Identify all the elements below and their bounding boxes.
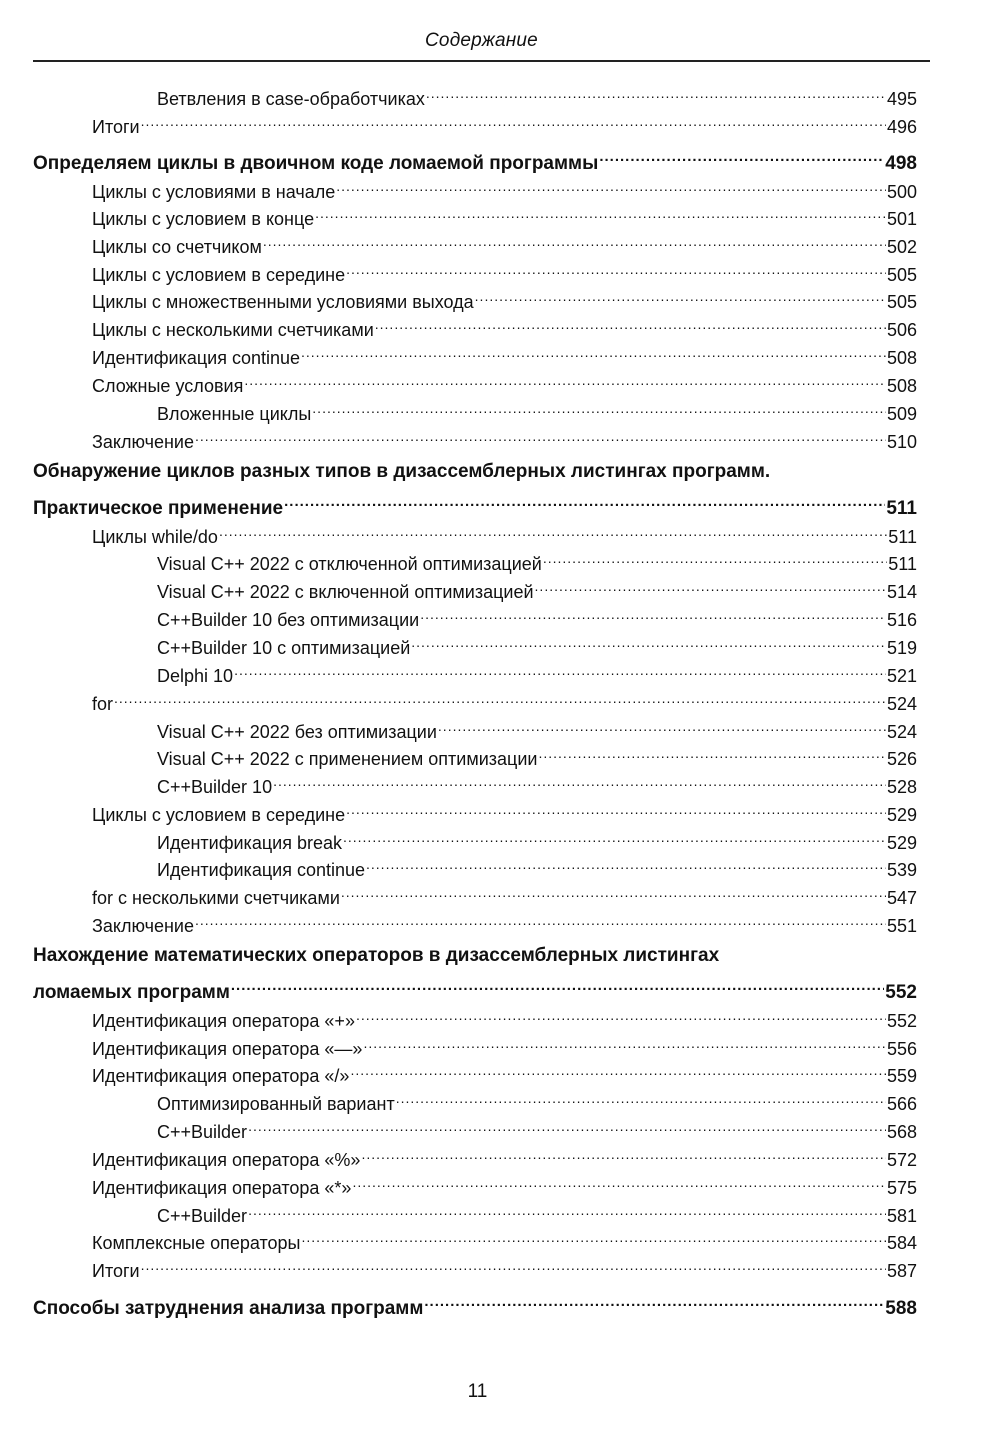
toc-entry-page-number: 559 — [886, 1066, 917, 1086]
toc-section-entry[interactable] — [157, 1114, 917, 1144]
dot-leader — [248, 1198, 886, 1222]
toc-section-entry[interactable] — [92, 797, 917, 827]
toc-entry-page-number: 505 — [886, 265, 917, 285]
toc-entry-page-number: 506 — [886, 320, 917, 340]
toc-entry-title: Visual C++ 2022 с включенной оптимизацией — [157, 582, 534, 602]
toc-section-entry[interactable] — [92, 284, 917, 314]
toc-entry-page-number: 510 — [886, 432, 917, 452]
toc-entry-title: Итоги — [92, 117, 140, 137]
dot-leader — [538, 741, 885, 765]
toc-entry-page-number: 584 — [886, 1233, 917, 1253]
toc-entry-title: C++Builder — [157, 1206, 248, 1226]
toc-entry-page-number: 505 — [886, 292, 917, 312]
toc-entry-page-number: 508 — [886, 376, 917, 396]
toc-section-entry[interactable] — [92, 229, 917, 259]
dot-leader — [346, 257, 886, 281]
dot-leader — [424, 1290, 884, 1314]
toc-entry-page-number: 575 — [886, 1178, 917, 1198]
dot-leader — [396, 1086, 886, 1110]
toc-section-entry[interactable] — [157, 1086, 917, 1116]
toc-entry-page-number: 511 — [886, 498, 917, 519]
toc-entry-title: Идентификация оператора «—» — [92, 1039, 363, 1059]
toc-entry-title: Способы затруднения анализа программ — [33, 1298, 424, 1319]
toc-section-entry[interactable] — [157, 658, 917, 688]
dot-leader — [219, 519, 887, 543]
toc-section-entry[interactable] — [92, 1058, 917, 1088]
dot-leader — [361, 1142, 886, 1166]
toc-entry-title: Заключение — [92, 916, 194, 936]
toc-entry-title: Идентификация оператора «*» — [92, 1178, 352, 1198]
toc-chapter-title-line: Обнаружение циклов разных типов в дизассемблерных листингах программ. — [33, 461, 771, 482]
toc-entry-title: Visual C++ 2022 с применением оптимизации — [157, 749, 538, 769]
toc-entry-title: Циклы с множественными условиями выхода — [92, 292, 474, 312]
toc-entry-page-number: 521 — [886, 666, 917, 686]
toc-entry-title: C++Builder 10 без оптимизации — [157, 610, 420, 630]
toc-section-entry[interactable] — [92, 257, 917, 287]
dot-leader — [141, 109, 886, 133]
toc-entry-title: Сложные условия — [92, 376, 244, 396]
toc-entry-page-number: 552 — [886, 1011, 917, 1031]
toc-entry-title: Циклы со счетчиком — [92, 237, 262, 257]
toc-entry-title: Идентификация break — [157, 833, 342, 853]
toc-entry-page-number: 526 — [886, 749, 917, 769]
toc-entry-page-number: 566 — [886, 1094, 917, 1114]
toc-entry-title: Delphi 10 — [157, 666, 234, 686]
toc-entry-page-number: 568 — [886, 1122, 917, 1142]
toc-chapter-entry[interactable] — [33, 1290, 917, 1321]
toc-entry-title: C++Builder 10 — [157, 777, 273, 797]
dot-leader — [284, 490, 885, 514]
dot-leader — [273, 769, 886, 793]
toc-entry-page-number: 524 — [886, 694, 917, 714]
toc-entry-title: Идентификация оператора «%» — [92, 1150, 361, 1170]
dot-leader — [301, 340, 886, 364]
toc-entry-page-number: 556 — [886, 1039, 917, 1059]
toc-section-entry[interactable] — [157, 602, 917, 632]
toc-entry-page-number: 496 — [886, 117, 917, 137]
toc-entry-title: Заключение — [92, 432, 194, 452]
dot-leader — [411, 630, 886, 654]
toc-entry-title: C++Builder 10 с оптимизацией — [157, 638, 411, 658]
toc-section-entry[interactable] — [157, 769, 917, 799]
dot-leader — [195, 424, 886, 448]
header-rule — [33, 60, 930, 62]
toc-entry-title: C++Builder — [157, 1122, 248, 1142]
toc-section-entry[interactable] — [92, 340, 917, 370]
dot-leader — [535, 574, 886, 598]
toc-entry-page-number: 501 — [886, 209, 917, 229]
toc-section-entry[interactable] — [92, 312, 917, 342]
toc-entry-title: Идентификация continue — [92, 348, 301, 368]
toc-entry-page-number: 547 — [886, 888, 917, 908]
toc-entry-page-number: 581 — [886, 1206, 917, 1226]
toc-section-entry[interactable] — [157, 396, 917, 426]
toc-entry-page-number: 498 — [885, 153, 917, 174]
toc-chapter-entry[interactable] — [33, 974, 917, 1005]
dot-leader — [114, 686, 886, 710]
dot-leader — [231, 974, 884, 998]
toc-entry-title: Идентификация оператора «+» — [92, 1011, 355, 1031]
toc-section-entry[interactable] — [92, 880, 917, 910]
dot-leader — [315, 201, 886, 225]
toc-entry-page-number: 524 — [886, 722, 917, 742]
dot-leader — [366, 852, 886, 876]
toc-entry-page-number: 539 — [886, 860, 917, 880]
toc-entry-title: Оптимизированный вариант — [157, 1094, 395, 1114]
toc-entry-page-number: 502 — [886, 237, 917, 257]
running-header: Содержание — [425, 30, 538, 51]
toc-section-entry[interactable] — [157, 852, 917, 882]
dot-leader — [475, 284, 886, 308]
toc-entry-page-number: 514 — [886, 582, 917, 602]
toc-entry-page-number: 528 — [886, 777, 917, 797]
dot-leader — [543, 546, 887, 570]
toc-section-entry[interactable] — [157, 825, 917, 855]
dot-leader — [356, 1003, 886, 1027]
dot-leader — [375, 312, 886, 336]
dot-leader — [341, 880, 886, 904]
toc-section-entry[interactable] — [92, 174, 917, 204]
dot-leader — [302, 1225, 886, 1249]
toc-entry-title: for — [92, 694, 114, 714]
toc-entry-title: Вложенные циклы — [157, 404, 312, 424]
dot-leader — [438, 714, 886, 738]
toc-entry-page-number: 588 — [885, 1298, 917, 1319]
dot-leader — [352, 1170, 886, 1194]
toc-entry-title: Практическое применение — [33, 498, 284, 519]
toc-entry-title: Циклы с условием в середине — [92, 265, 346, 285]
toc-entry-page-number: 519 — [886, 638, 917, 658]
page-number: 11 — [467, 1381, 488, 1402]
toc-entry-title: Идентификация continue — [157, 860, 366, 880]
toc-entry-page-number: 552 — [885, 982, 917, 1003]
toc-entry-title: Комплексные операторы — [92, 1233, 301, 1253]
toc-section-entry[interactable] — [92, 109, 917, 139]
toc-entry-page-number: 572 — [886, 1150, 917, 1170]
toc-entry-page-number: 551 — [886, 916, 917, 936]
toc-chapter-title-line: Нахождение математических операторов в дизассемблерных листингах — [33, 945, 720, 966]
toc-entry-title: Visual C++ 2022 с отключенной оптимизацией — [157, 554, 542, 574]
dot-leader — [346, 797, 886, 821]
toc-section-entry[interactable] — [157, 546, 917, 576]
dot-leader — [420, 602, 886, 626]
dot-leader — [195, 908, 886, 932]
toc-section-entry[interactable] — [92, 1225, 917, 1255]
toc-entry-page-number: 516 — [886, 610, 917, 630]
dot-leader — [234, 658, 886, 682]
dot-leader — [141, 1253, 886, 1277]
toc-section-entry[interactable] — [157, 741, 917, 771]
toc-section-entry[interactable] — [92, 1142, 917, 1172]
toc-entry-title: Циклы с несколькими счетчиками — [92, 320, 374, 340]
dot-leader — [336, 174, 886, 198]
dot-leader — [248, 1114, 886, 1138]
toc-section-entry[interactable] — [92, 686, 917, 716]
toc-entry-title: Определяем циклы в двоичном коде ломаемой программы — [33, 153, 599, 174]
toc-section-entry[interactable] — [157, 1198, 917, 1228]
toc-section-entry[interactable] — [92, 1170, 917, 1200]
toc-section-entry[interactable] — [92, 368, 917, 398]
toc-entry-title: Visual C++ 2022 без оптимизации — [157, 722, 437, 742]
toc-chapter-entry[interactable] — [33, 145, 917, 176]
toc-entry-title: Ветвления в case-обработчиках — [157, 89, 425, 109]
toc-entry-page-number: 500 — [886, 182, 917, 202]
toc-entry-page-number: 587 — [886, 1261, 917, 1281]
toc-entry-page-number: 495 — [886, 89, 917, 109]
dot-leader — [350, 1058, 886, 1082]
toc-section-entry[interactable] — [92, 908, 917, 938]
toc-entry-title: Циклы while/do — [92, 527, 218, 547]
toc-section-entry[interactable] — [157, 81, 917, 111]
toc-section-entry[interactable] — [157, 630, 917, 660]
dot-leader — [343, 825, 886, 849]
dot-leader — [263, 229, 886, 253]
dot-leader — [244, 368, 886, 392]
toc-section-entry[interactable] — [92, 519, 917, 549]
toc-entry-title: ломаемых программ — [33, 982, 230, 1003]
dot-leader — [312, 396, 886, 420]
toc-entry-title: Итоги — [92, 1261, 140, 1281]
dot-leader — [599, 145, 884, 169]
toc-entry-page-number: 508 — [886, 348, 917, 368]
toc-section-entry[interactable] — [157, 714, 917, 744]
toc-entry-title: Идентификация оператора «/» — [92, 1066, 350, 1086]
toc-entry-page-number: 511 — [888, 554, 917, 574]
toc-chapter-entry[interactable] — [33, 490, 917, 521]
toc-entry-page-number: 529 — [886, 833, 917, 853]
toc-entry-title: Циклы с условием в середине — [92, 805, 346, 825]
toc-section-entry[interactable] — [92, 424, 917, 454]
toc-section-entry[interactable] — [92, 1003, 917, 1033]
toc-section-entry[interactable] — [157, 574, 917, 604]
toc-entry-title: Циклы с условиями в начале — [92, 182, 336, 202]
toc-entry-page-number: 509 — [886, 404, 917, 424]
dot-leader — [363, 1031, 886, 1055]
toc-entry-page-number: 529 — [886, 805, 917, 825]
dot-leader — [426, 81, 886, 105]
toc-entry-title: Циклы с условием в конце — [92, 209, 315, 229]
toc-section-entry[interactable] — [92, 1253, 917, 1283]
toc-section-entry[interactable] — [92, 201, 917, 231]
toc-entry-title: for с несколькими счетчиками — [92, 888, 340, 908]
toc-entry-page-number: 511 — [888, 527, 917, 547]
toc-section-entry[interactable] — [92, 1031, 917, 1061]
